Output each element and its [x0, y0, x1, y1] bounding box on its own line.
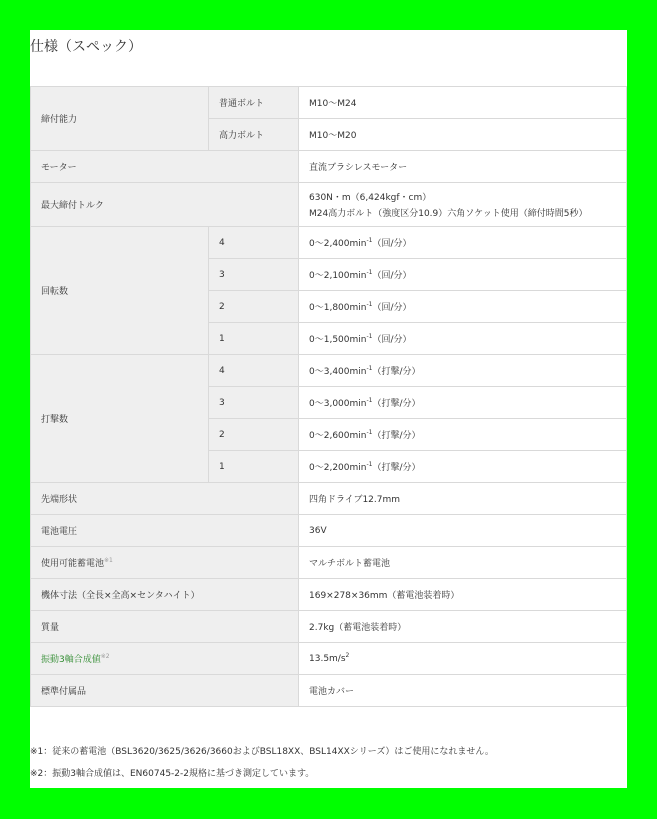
impact-value: $0\sim 3,000\min^{-1}$（打撃/分） — [299, 387, 627, 419]
row-label-vibration[interactable] — [31, 643, 299, 675]
impact-mode: 4 — [209, 355, 299, 387]
torque-line-2: M24高力ボルト（強度区分10.9）六角ソケット使用（締付時間5秒） — [309, 209, 588, 219]
row-label-impact: 打撃数 — [31, 355, 209, 483]
spec-panel — [30, 30, 627, 788]
value-high-bolt: M10～M20 — [299, 119, 627, 151]
row-label-usable-battery: 使用可能蓄電池$^{※1}$ — [31, 547, 299, 579]
impact-mode: 1 — [209, 451, 299, 483]
row-label-max-torque: 最大締付トルク — [31, 183, 299, 227]
vibration-link[interactable]: 振動3軸合成値 — [41, 655, 101, 665]
table-row — [31, 547, 627, 579]
row-label-mass: 質量 — [31, 611, 299, 643]
row-label-tightening-capacity: 締付能力 — [31, 87, 209, 151]
table-row — [31, 183, 627, 227]
table-row — [31, 643, 627, 675]
impact-mode: 3 — [209, 387, 299, 419]
page-title: 仕様（スペック） — [30, 39, 142, 55]
value-normal-bolt: M10～M24 — [299, 87, 627, 119]
impact-mode: 2 — [209, 419, 299, 451]
rotation-mode: 2 — [209, 291, 299, 323]
sub-label-normal-bolt: 普通ボルト — [209, 87, 299, 119]
table-row — [31, 675, 627, 707]
row-label-battery-voltage: 電池電圧 — [31, 515, 299, 547]
value-vibration: $13.5m/s^2$ — [299, 643, 627, 675]
row-label-tip-shape: 先端形状 — [31, 483, 299, 515]
rotation-mode: 3 — [209, 259, 299, 291]
row-label-motor: モーター — [31, 151, 299, 183]
footnote-2: ※2：振動3軸合成値は、EN60745-2-2規格に基づき測定しています。 — [30, 769, 315, 779]
table-row — [31, 355, 627, 387]
value-accessories: 電池カバー — [299, 675, 627, 707]
value-max-torque — [299, 183, 627, 227]
value-mass: 2.7kg（蓄電池装着時） — [299, 611, 627, 643]
row-label-rotation: 回転数 — [31, 227, 209, 355]
torque-line-1: 630N・m（6,424kgf・cm） — [309, 193, 432, 203]
value-tip-shape: 四角ドライブ12.7mm — [299, 483, 627, 515]
table-row — [31, 611, 627, 643]
footnote-mark: ※2 — [100, 653, 110, 660]
row-label-dimensions: 機体寸法（全長×全高×センタハイト） — [31, 579, 299, 611]
table-row — [31, 483, 627, 515]
rotation-value: $0\sim 2,400\min^{-1}$（回/分） — [299, 227, 627, 259]
rotation-value: $0\sim 1,800\min^{-1}$（回/分） — [299, 291, 627, 323]
footnote-1: ※1：従来の蓄電池（BSL3620/3625/3626/3660およびBSL18XX、BSL14XXシリーズ）はご使用になれません。 — [30, 747, 494, 757]
rotation-mode: 1 — [209, 323, 299, 355]
table-row — [31, 227, 627, 259]
value-motor: 直流ブラシレスモーター — [299, 151, 627, 183]
rotation-value: $0\sim 1,500\min^{-1}$（回/分） — [299, 323, 627, 355]
table-row — [31, 151, 627, 183]
table-row — [31, 87, 627, 119]
sub-label-high-bolt: 高力ボルト — [209, 119, 299, 151]
impact-value: $0\sim 2,600\min^{-1}$（打撃/分） — [299, 419, 627, 451]
rotation-mode: 4 — [209, 227, 299, 259]
table-row — [31, 515, 627, 547]
footnote-mark: ※1 — [104, 557, 113, 564]
value-dimensions: 169×278×36mm（蓄電池装着時） — [299, 579, 627, 611]
spec-table — [30, 86, 627, 707]
impact-value: $0\sim 2,200\min^{-1}$（打撃/分） — [299, 451, 627, 483]
value-battery-voltage: 36V — [299, 515, 627, 547]
rotation-value: $0\sim 2,100\min^{-1}$（回/分） — [299, 259, 627, 291]
value-usable-battery: マルチボルト蓄電池 — [299, 547, 627, 579]
table-row — [31, 579, 627, 611]
impact-value: $0\sim 3,400\min^{-1}$（打撃/分） — [299, 355, 627, 387]
row-label-accessories: 標準付属品 — [31, 675, 299, 707]
